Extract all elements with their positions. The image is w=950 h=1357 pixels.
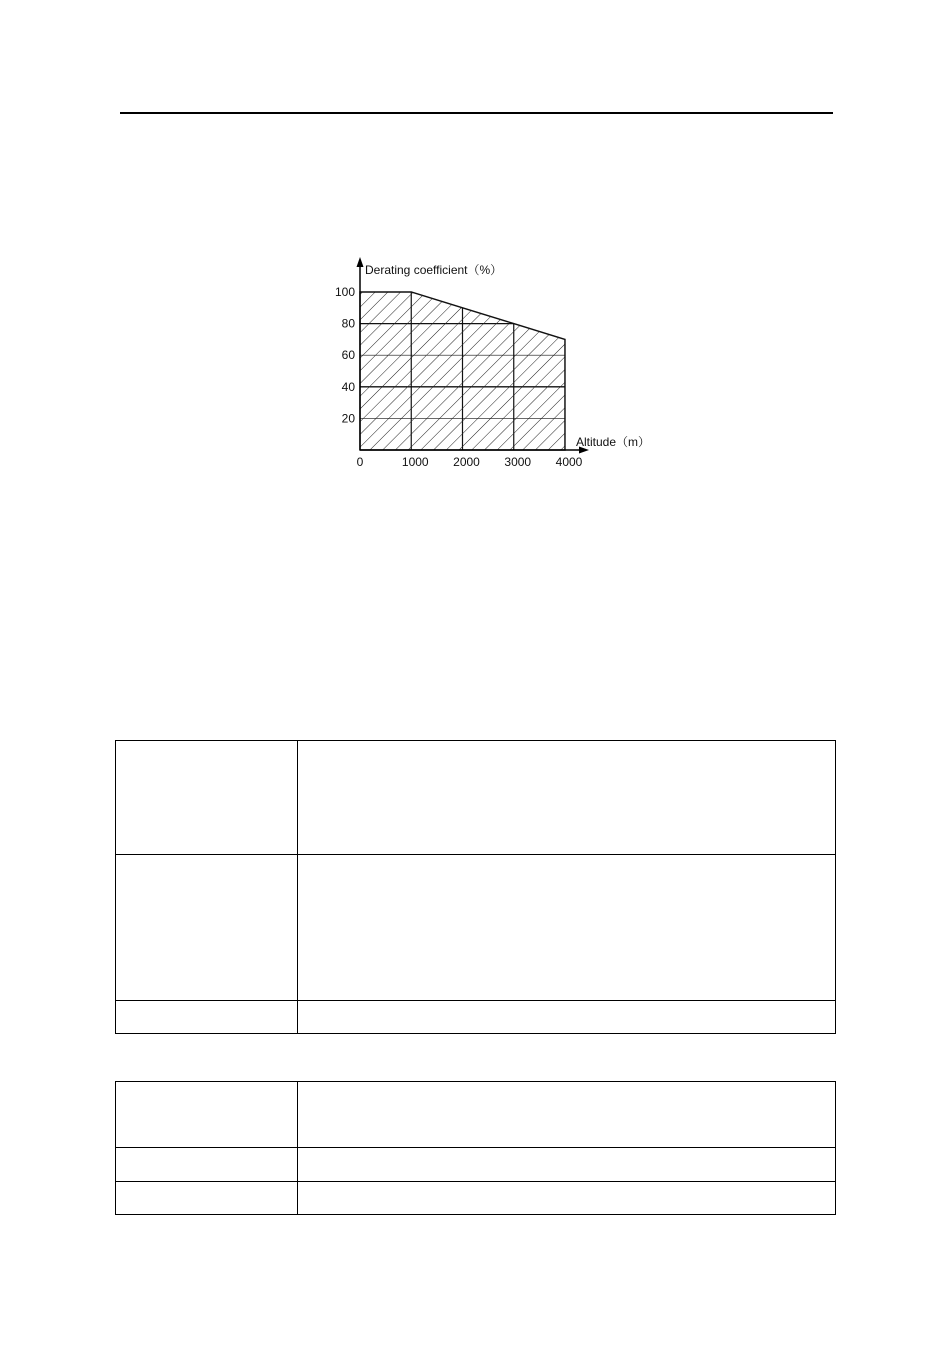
table-row: [116, 1182, 836, 1215]
table-cell: [116, 1148, 298, 1182]
table-cell: [116, 855, 298, 1001]
table-row: [116, 855, 836, 1001]
x-axis-label: Altitude（m）: [576, 435, 651, 449]
table-row: [116, 1148, 836, 1182]
y-tick-label: 20: [341, 411, 355, 426]
y-axis-arrow-icon: [357, 257, 364, 267]
spec-table-1: [115, 740, 836, 1034]
table-cell: [298, 1001, 836, 1034]
table-cell: [116, 741, 298, 855]
table-cell: [298, 855, 836, 1001]
table-cell: [298, 741, 836, 855]
y-tick-label: 60: [341, 348, 355, 363]
derating-chart: [320, 245, 660, 475]
y-tick-label: 80: [341, 316, 355, 331]
y-tick-label: 100: [334, 285, 355, 299]
table-cell: [116, 1182, 298, 1215]
x-tick-label: 0: [356, 455, 364, 469]
x-tick-label: 4000: [555, 455, 583, 469]
x-tick-label: 3000: [504, 455, 532, 469]
y-axis-label: Derating coefficient（%）: [365, 263, 503, 277]
table-row: [116, 1001, 836, 1034]
table-row: [116, 741, 836, 855]
table-cell: [298, 1082, 836, 1148]
table-cell: [116, 1082, 298, 1148]
y-tick-label: 40: [341, 379, 355, 394]
header-rule: [120, 112, 833, 114]
table-cell: [116, 1001, 298, 1034]
x-tick-label: 2000: [453, 455, 480, 469]
table-cell: [298, 1182, 836, 1215]
spec-table-2: [115, 1081, 836, 1215]
table-row: [116, 1082, 836, 1148]
derating-area: [360, 292, 565, 450]
x-tick-label: 1000: [401, 455, 429, 469]
table-cell: [298, 1148, 836, 1182]
